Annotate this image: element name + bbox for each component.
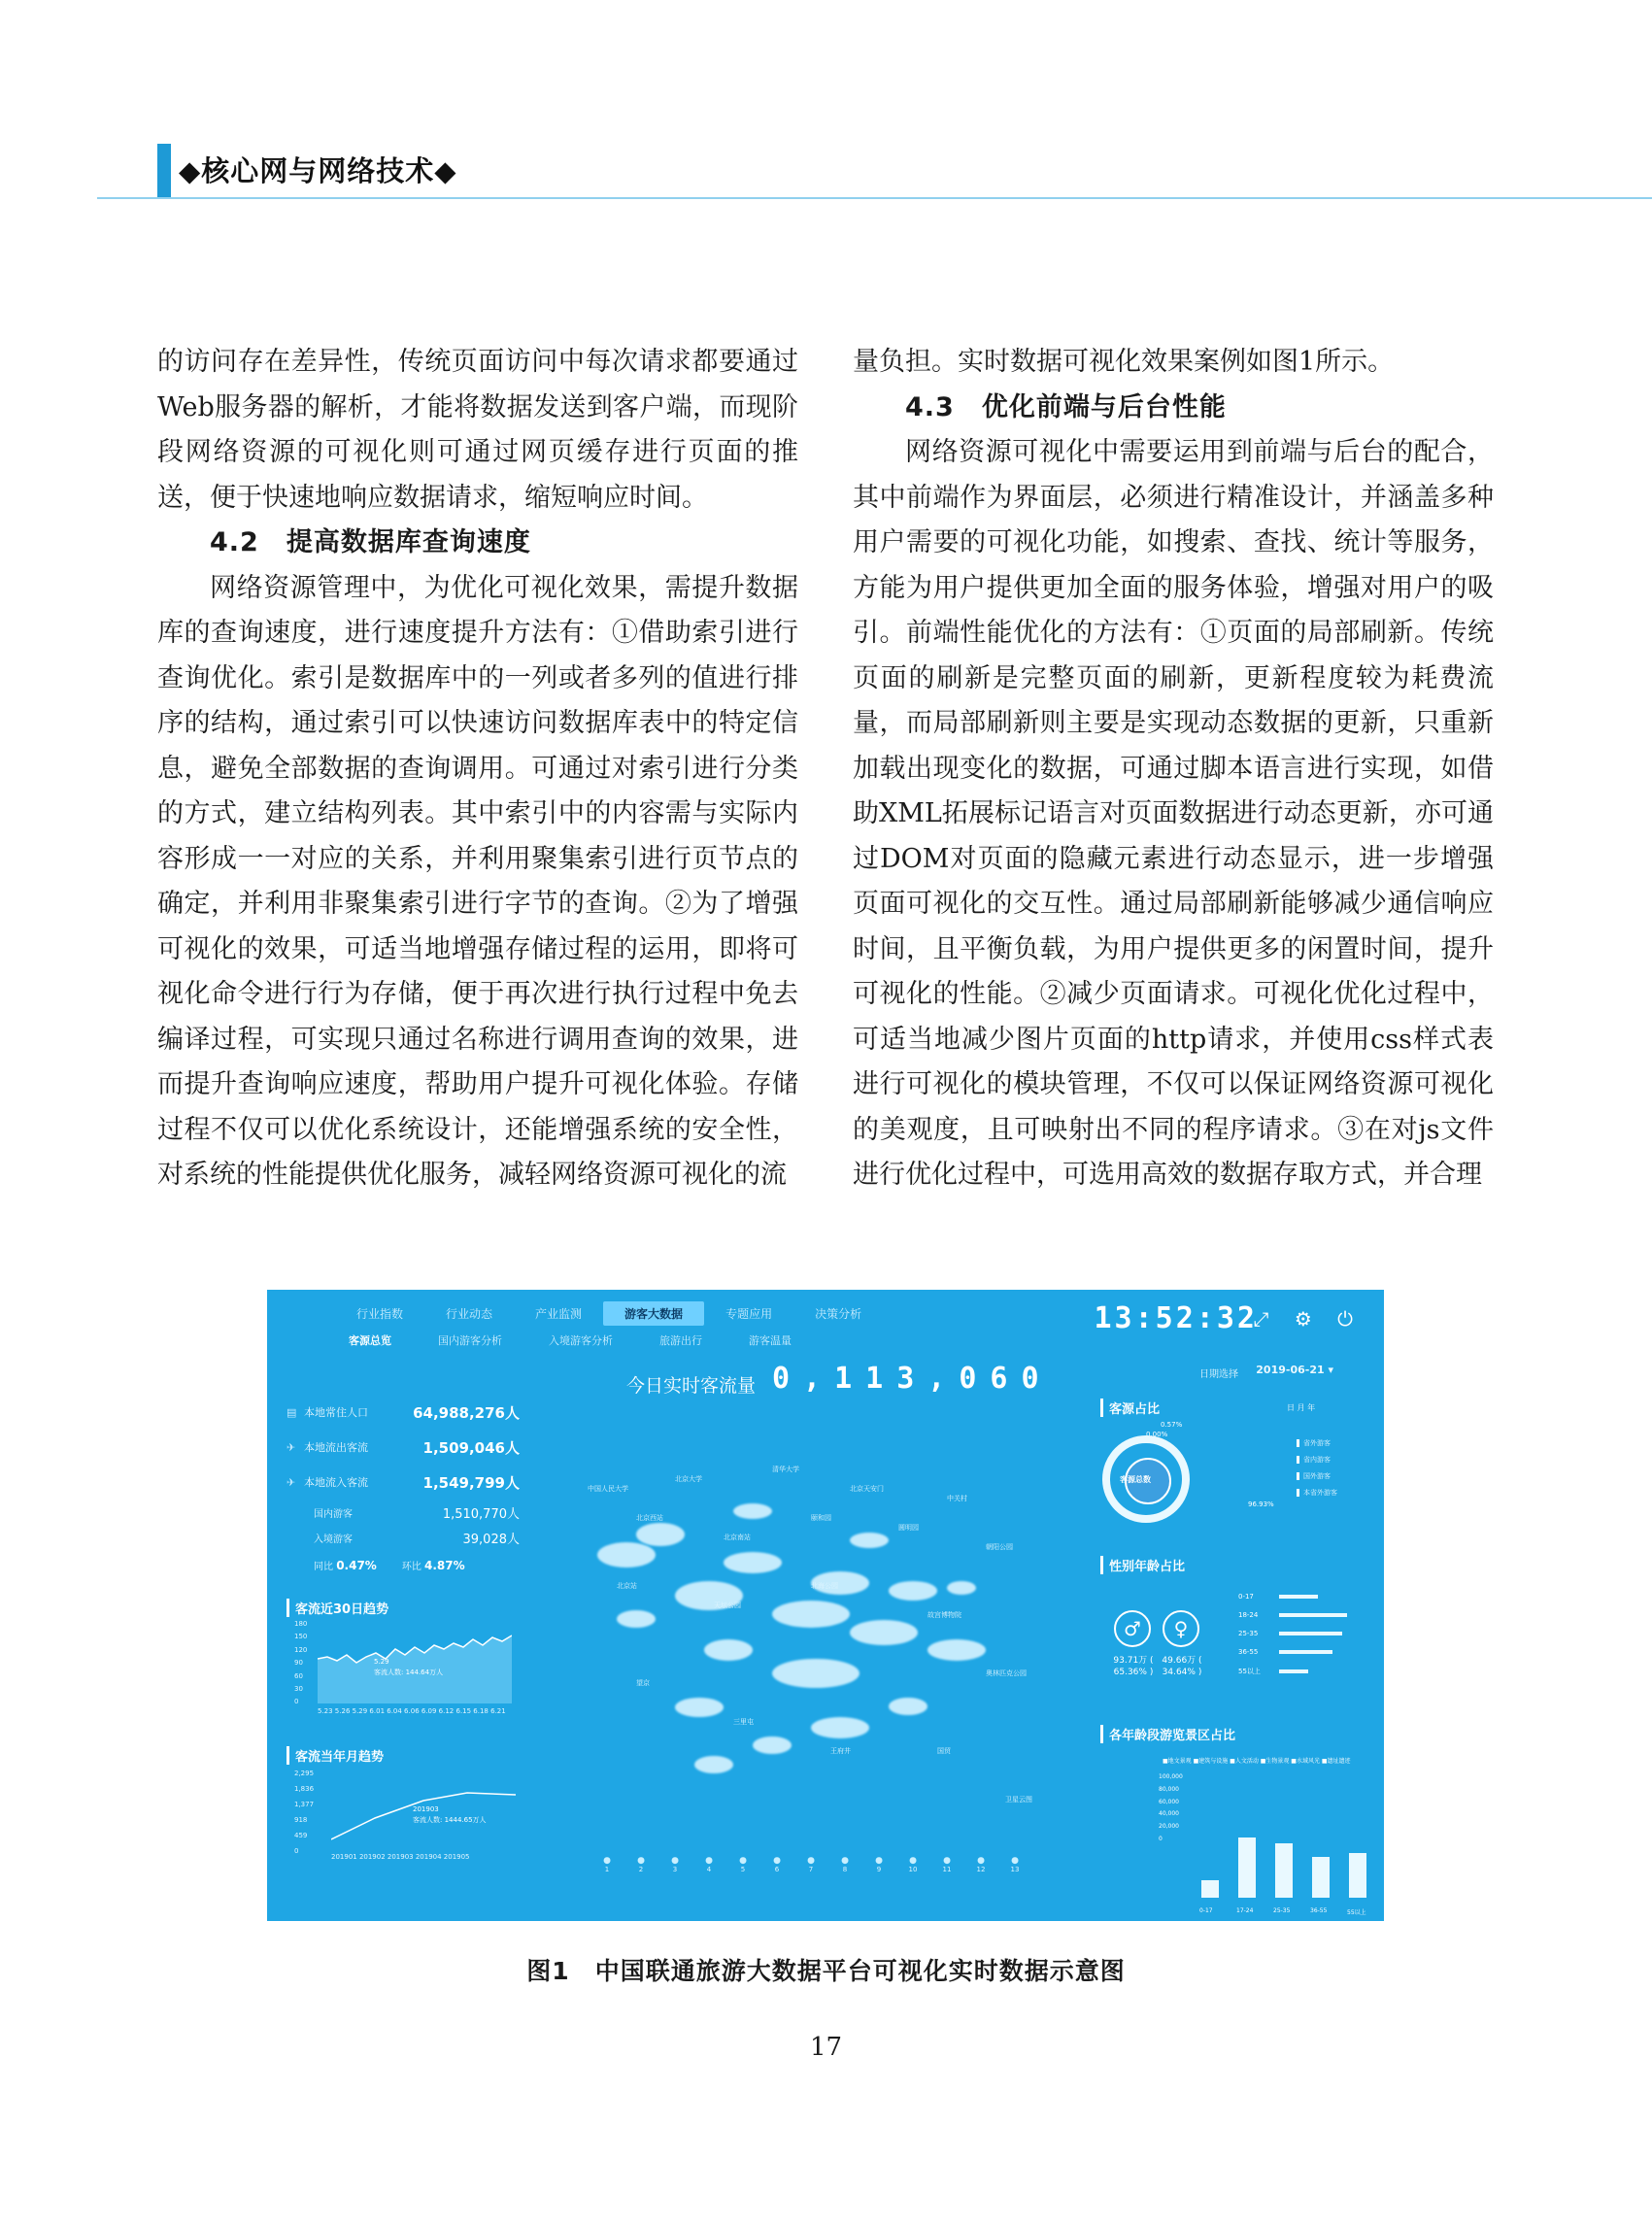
source-legend bbox=[1297, 1435, 1337, 1501]
stat-value: 64,988,276人 bbox=[413, 1403, 520, 1422]
header-accent-bar bbox=[157, 144, 171, 198]
source-share-title: 客源占比 bbox=[1100, 1399, 1160, 1417]
trend-month-title: 客流当年月趋势 bbox=[287, 1746, 384, 1765]
scenic-bar bbox=[1349, 1853, 1366, 1898]
scenic-legend: ■地文景观 ■建筑与设施 ■人文活动 ■生物景观 ■水域风光 ■遗址遗迹 bbox=[1163, 1758, 1351, 1765]
map-place-label: 故宫博物院 bbox=[927, 1611, 961, 1619]
stat-value: 1,549,799人 bbox=[422, 1473, 520, 1492]
age-label: 55以上 bbox=[1238, 1668, 1261, 1675]
heat-blob bbox=[947, 1581, 976, 1595]
map-place-label: 王府井 bbox=[830, 1747, 851, 1755]
tooltip-date: 201903 bbox=[413, 1805, 439, 1813]
axis-tick-label: 2,295 bbox=[294, 1770, 315, 1777]
axis-tick-label: 90 bbox=[294, 1659, 303, 1668]
scenic-title: 各年龄段游览景区占比 bbox=[1100, 1725, 1235, 1743]
axis-tick-label: 459 bbox=[294, 1832, 308, 1839]
axis-tick-label: 180 bbox=[294, 1620, 308, 1628]
heat-blob bbox=[733, 1503, 772, 1519]
timeline-tick: ● 10 bbox=[903, 1856, 923, 1873]
dashboard-subtab: 游客温量 bbox=[749, 1334, 792, 1347]
section-heading: 4.2 提高数据库查询速度 bbox=[210, 527, 531, 557]
heat-blob bbox=[694, 1756, 733, 1773]
map-place-label: 北海公园 bbox=[811, 1582, 838, 1590]
legend-item: 本省外游客 bbox=[1297, 1485, 1337, 1501]
trend-month-tooltip bbox=[413, 1804, 487, 1826]
heat-blob bbox=[597, 1542, 656, 1568]
axis-tick-label: 0 bbox=[1159, 1835, 1163, 1842]
stat-sub-row bbox=[287, 1525, 520, 1550]
trend-month-x-axis: 201901 201902 201903 201904 201905 bbox=[331, 1853, 470, 1861]
map-place-label: 三里屯 bbox=[733, 1718, 754, 1726]
legend-item: 省外游客 bbox=[1297, 1435, 1337, 1452]
map-place-label: 国贸 bbox=[937, 1747, 951, 1755]
mom-label: 环比 bbox=[401, 1561, 421, 1572]
heat-blob bbox=[636, 1523, 685, 1546]
scenic-bar bbox=[1201, 1880, 1219, 1898]
timeline-tick: ● 9 bbox=[869, 1856, 889, 1873]
legend-item: 省内游客 bbox=[1297, 1452, 1337, 1468]
dashboard-tab: 产业监测 bbox=[535, 1307, 583, 1321]
time-slider bbox=[597, 1856, 1025, 1873]
map-place-label: 清华大学 bbox=[772, 1466, 799, 1473]
stat-label: 本地流出客流 bbox=[304, 1441, 368, 1454]
population-stats bbox=[287, 1395, 520, 1579]
figure-dashboard-screenshot bbox=[267, 1290, 1384, 1921]
map-place-label: 中国人民大学 bbox=[588, 1485, 628, 1493]
age-row bbox=[1238, 1611, 1347, 1619]
map-place-label: 北京西站 bbox=[636, 1514, 663, 1522]
running-header: ◆核心网与网络技术◆ bbox=[179, 154, 457, 187]
yoy-label: 同比 bbox=[314, 1561, 333, 1572]
age-row bbox=[1238, 1648, 1332, 1656]
age-bar bbox=[1279, 1632, 1342, 1635]
legend-item: 国外游客 bbox=[1297, 1468, 1337, 1485]
female-count: 49.66万 ( 34.64% ) bbox=[1162, 1656, 1202, 1677]
axis-tick-label: 60 bbox=[294, 1671, 303, 1680]
tooltip-date: 5.29 bbox=[374, 1658, 389, 1666]
stat-row bbox=[287, 1465, 520, 1500]
age-row bbox=[1238, 1667, 1308, 1676]
heat-blob bbox=[704, 1639, 753, 1661]
axis-tick-label: 150 bbox=[294, 1633, 308, 1641]
right-column bbox=[853, 340, 1494, 1198]
stat-sub-label: 国内游客 bbox=[314, 1508, 353, 1520]
heat-blob bbox=[772, 1659, 860, 1688]
female-icon: ♀ bbox=[1163, 1610, 1199, 1647]
realtime-flow-title: 今日实时客流量 bbox=[626, 1375, 757, 1397]
axis-tick-label: 0 bbox=[294, 1698, 299, 1706]
map-place-label: 中关村 bbox=[947, 1495, 967, 1502]
map-place-label: 奥林匹克公园 bbox=[986, 1669, 1027, 1677]
heat-blob bbox=[811, 1717, 869, 1738]
timeline-tick: ● 5 bbox=[733, 1856, 753, 1873]
age-label: 18-24 bbox=[1238, 1611, 1259, 1619]
trend-month-y-axis bbox=[294, 1766, 314, 1859]
map-place-label: 望京 bbox=[636, 1679, 650, 1687]
dashboard-subtab: 国内游客分析 bbox=[438, 1334, 502, 1347]
axis-tick-label: 80,000 bbox=[1159, 1785, 1179, 1793]
body-paragraph: 网络资源管理中，为优化可视化效果，需提升数据库的查询速度，进行速度提升方法有：①借助索引进行查询优化。索引是数据库中的一列或者多列的值进行排序的结构，通过索引可以快速访问数据库表中的特定信息，避免全部数据的查询调用。可通过对索引进行分类的方式，建立结构列表。其中索引中的内容需与实际内容形成一一对应的关系，并利用聚集索引进行页节点的确定，并利用非聚集索引进行字节的查询。②为了增强可视化的效果，可适当地增强存储过程的运用，即将可视化命令进行行为存储，便于再次进行执行过程中免去编译过程，可实现只通过名称进行调用查询的效果，进而提升查询响应速度，帮助用户提升可视化体验。存储过程不仅可以优化系统设计，还能增强系统的安全性，对系统的性能提供优化服务，减轻网络资源可视化的流 bbox=[157, 572, 798, 1190]
age-bar bbox=[1279, 1595, 1318, 1599]
map-place-label: 北京天安门 bbox=[850, 1485, 884, 1493]
date-selector: 2019-06-21 ▾ bbox=[1256, 1364, 1333, 1376]
scenic-bar bbox=[1238, 1837, 1256, 1898]
dashboard-top-nav bbox=[335, 1301, 883, 1326]
timeline-tick: ● 4 bbox=[699, 1856, 719, 1873]
body-paragraph: 网络资源可视化中需要运用到前端与后台的配合，其中前端作为界面层，必须进行精准设计，并涵盖多种用户需要的可视化功能，如搜索、查找、统计等服务，方能为用户提供更加全面的服务体验，增强对用户的吸引。前端性能优化的方法有：①页面的局部刷新。传统页面的刷新是完整页面的刷新，更新程度较为耗费流量，而局部刷新则主要是实现动态数据的更新，只重新加载出现变化的数据，可通过脚本语言进行实现，如借助XML拓展标记语言对页面数据进行动态更新，亦可通过DOM对页面的隐藏元素进行动态显示，进一步增强页面可视化的交互性。通过局部刷新能够减少通信响应时间，且平衡负载，为用户提供更多的闲置时间，提升可视化的性能。②减少页面请求。可视化优化过程中，可适当地减少图片页面的http请求，并使用css样式表进行可视化的模块管理，不仅可以保证网络资源可视化的美观度，且可映射出不同的程序请求。③在对js文件进行优化过程中，可选用高效的数据存取方式，并合理 bbox=[853, 437, 1494, 1190]
page-number: 17 bbox=[809, 2033, 843, 2062]
timeline-tick: ● 2 bbox=[631, 1856, 651, 1873]
source-pct-top: 0.57% bbox=[1161, 1421, 1183, 1429]
body-paragraph: 的访问存在差异性，传统页面访问中每次请求都要通过Web服务器的解析，才能将数据发送到客户端，而现阶段网络资源的可视化则可通过网页缓存进行页面的推送，便于快速地响应数据请求，缩短响应时间。 bbox=[157, 347, 798, 513]
axis-tick-label: 20,000 bbox=[1159, 1823, 1179, 1831]
age-row bbox=[1238, 1593, 1318, 1601]
scenic-bar bbox=[1275, 1843, 1293, 1898]
header-rule bbox=[97, 197, 1652, 199]
section-heading: 4.3 优化前端与后台性能 bbox=[905, 391, 1227, 422]
dashboard-window-icons: ⤢ ⚙ ⏻ bbox=[1253, 1307, 1363, 1331]
period-toggle: 日 月 年 bbox=[1287, 1403, 1316, 1412]
scenic-bar bbox=[1312, 1857, 1330, 1898]
scenic-x-label: 25-35 bbox=[1273, 1907, 1291, 1914]
realtime-flow-counter: 0,113,060 bbox=[772, 1362, 1053, 1396]
timeline-tick: ● 6 bbox=[767, 1856, 787, 1873]
yoy-value: 0.47% bbox=[336, 1558, 377, 1572]
mom-value: 4.87% bbox=[424, 1558, 465, 1572]
ratio-row bbox=[287, 1550, 520, 1579]
plane-in-icon: ✈ bbox=[287, 1475, 296, 1489]
timeline-tick: ● 3 bbox=[665, 1856, 685, 1873]
dashboard-clock: 13:52:32 bbox=[1094, 1301, 1258, 1335]
source-pct-top2: 0.00% bbox=[1146, 1431, 1168, 1438]
axis-tick-label: 918 bbox=[294, 1816, 308, 1824]
gender-age-title: 性别年龄占比 bbox=[1100, 1556, 1185, 1574]
heat-blob bbox=[889, 1698, 927, 1715]
scenic-x-label: 36-55 bbox=[1310, 1907, 1328, 1914]
axis-tick-label: 40,000 bbox=[1159, 1810, 1179, 1818]
tooltip-value: 客流人数: 144.64万人 bbox=[374, 1669, 444, 1676]
heat-blob bbox=[850, 1533, 889, 1548]
map-place-label: 朝阳公园 bbox=[986, 1543, 1013, 1551]
male-count: 93.71万 ( 65.36% ) bbox=[1113, 1656, 1154, 1677]
figure-caption: 图1 中国联通旅游大数据平台可视化实时数据示意图 bbox=[526, 1957, 1126, 1985]
trend30-x-axis: 5.23 5.26 5.29 6.01 6.04 6.06 6.09 6.12 6.15 6.18 6.21 bbox=[318, 1707, 506, 1715]
map-place-label: 颐和园 bbox=[811, 1514, 831, 1522]
stat-label: 本地流入客流 bbox=[304, 1476, 368, 1489]
dashboard-tab: 专题应用 bbox=[725, 1307, 773, 1321]
heat-blob bbox=[927, 1639, 986, 1661]
body-paragraph: 量负担。实时数据可视化效果案例如图1所示。 bbox=[853, 347, 1395, 377]
source-pct-main: 96.93% bbox=[1248, 1500, 1274, 1508]
dashboard-tab: 行业指数 bbox=[356, 1307, 404, 1321]
timeline-tick: ● 7 bbox=[801, 1856, 821, 1873]
dashboard-tab: 游客大数据 bbox=[603, 1301, 704, 1326]
axis-tick-label: 100,000 bbox=[1159, 1773, 1183, 1780]
map-place-label: 天坛公园 bbox=[714, 1601, 741, 1609]
left-column bbox=[157, 340, 798, 1198]
axis-tick-label: 60,000 bbox=[1159, 1798, 1179, 1805]
timeline-tick: ● 13 bbox=[1005, 1856, 1025, 1873]
age-bar bbox=[1279, 1613, 1347, 1617]
map-place-label: 北京站 bbox=[617, 1582, 637, 1590]
stat-sub-value: 1,510,770人 bbox=[442, 1506, 520, 1522]
stat-value: 1,509,046人 bbox=[422, 1438, 520, 1457]
map-place-label: 卫星云图 bbox=[1005, 1796, 1032, 1804]
trend30-y-axis bbox=[294, 1618, 307, 1709]
dashboard-subtab: 客源总览 bbox=[349, 1334, 391, 1347]
map-place-label: 北京南站 bbox=[724, 1534, 751, 1541]
axis-tick-label: 1,377 bbox=[294, 1801, 315, 1808]
heat-blob bbox=[675, 1698, 724, 1717]
age-row bbox=[1238, 1630, 1342, 1637]
map-place-label: 圆明园 bbox=[898, 1524, 919, 1532]
age-label: 36-55 bbox=[1238, 1648, 1259, 1656]
age-label: 25-35 bbox=[1238, 1630, 1259, 1637]
trend30-title: 客流近30日趋势 bbox=[287, 1599, 388, 1617]
timeline-tick: ● 12 bbox=[971, 1856, 991, 1873]
stat-sub-label: 入境游客 bbox=[314, 1534, 353, 1545]
plane-out-icon: ✈ bbox=[287, 1440, 296, 1454]
stat-row bbox=[287, 1430, 520, 1465]
scenic-x-label: 17-24 bbox=[1236, 1907, 1254, 1914]
heat-blob bbox=[850, 1620, 918, 1645]
stat-sub-row bbox=[287, 1500, 520, 1525]
heat-blob bbox=[889, 1581, 937, 1601]
heat-blob bbox=[772, 1601, 850, 1628]
scenic-x-label: 0-17 bbox=[1199, 1907, 1213, 1914]
heat-blob bbox=[617, 1610, 656, 1628]
age-bar bbox=[1279, 1669, 1308, 1673]
age-bar bbox=[1279, 1650, 1332, 1654]
building-icon: ▤ bbox=[287, 1405, 297, 1419]
timeline-tick: ● 11 bbox=[937, 1856, 957, 1873]
donut-center-label: 客源总数 bbox=[1120, 1475, 1151, 1484]
male-icon: ♂ bbox=[1114, 1610, 1151, 1647]
scenic-y-axis bbox=[1159, 1771, 1183, 1846]
dashboard-subtab: 入境游客分析 bbox=[549, 1334, 613, 1347]
dashboard-subtab: 旅游出行 bbox=[659, 1334, 702, 1347]
timeline-tick: ● 1 bbox=[597, 1856, 617, 1873]
date-label: 日期选择 bbox=[1199, 1369, 1238, 1380]
trend30-tooltip bbox=[374, 1657, 443, 1678]
scenic-x-label: 55以上 bbox=[1347, 1909, 1366, 1916]
dashboard-sub-nav bbox=[325, 1331, 815, 1350]
timeline-tick: ● 8 bbox=[835, 1856, 855, 1873]
stat-sub-value: 39,028人 bbox=[462, 1532, 520, 1547]
axis-tick-label: 0 bbox=[294, 1847, 299, 1855]
dashboard-tab: 决策分析 bbox=[815, 1307, 862, 1321]
axis-tick-label: 30 bbox=[294, 1685, 303, 1694]
age-label: 0-17 bbox=[1238, 1593, 1254, 1601]
axis-tick-label: 120 bbox=[294, 1645, 308, 1654]
map-place-label: 北京大学 bbox=[675, 1475, 702, 1483]
axis-tick-label: 1,836 bbox=[294, 1785, 315, 1793]
tooltip-value: 客流人数: 1444.65万人 bbox=[413, 1816, 487, 1824]
heat-blob bbox=[724, 1552, 782, 1573]
stat-label: 本地常住人口 bbox=[304, 1406, 368, 1419]
heat-blob bbox=[753, 1736, 792, 1754]
dashboard-tab: 行业动态 bbox=[446, 1307, 493, 1321]
stat-row bbox=[287, 1395, 520, 1430]
